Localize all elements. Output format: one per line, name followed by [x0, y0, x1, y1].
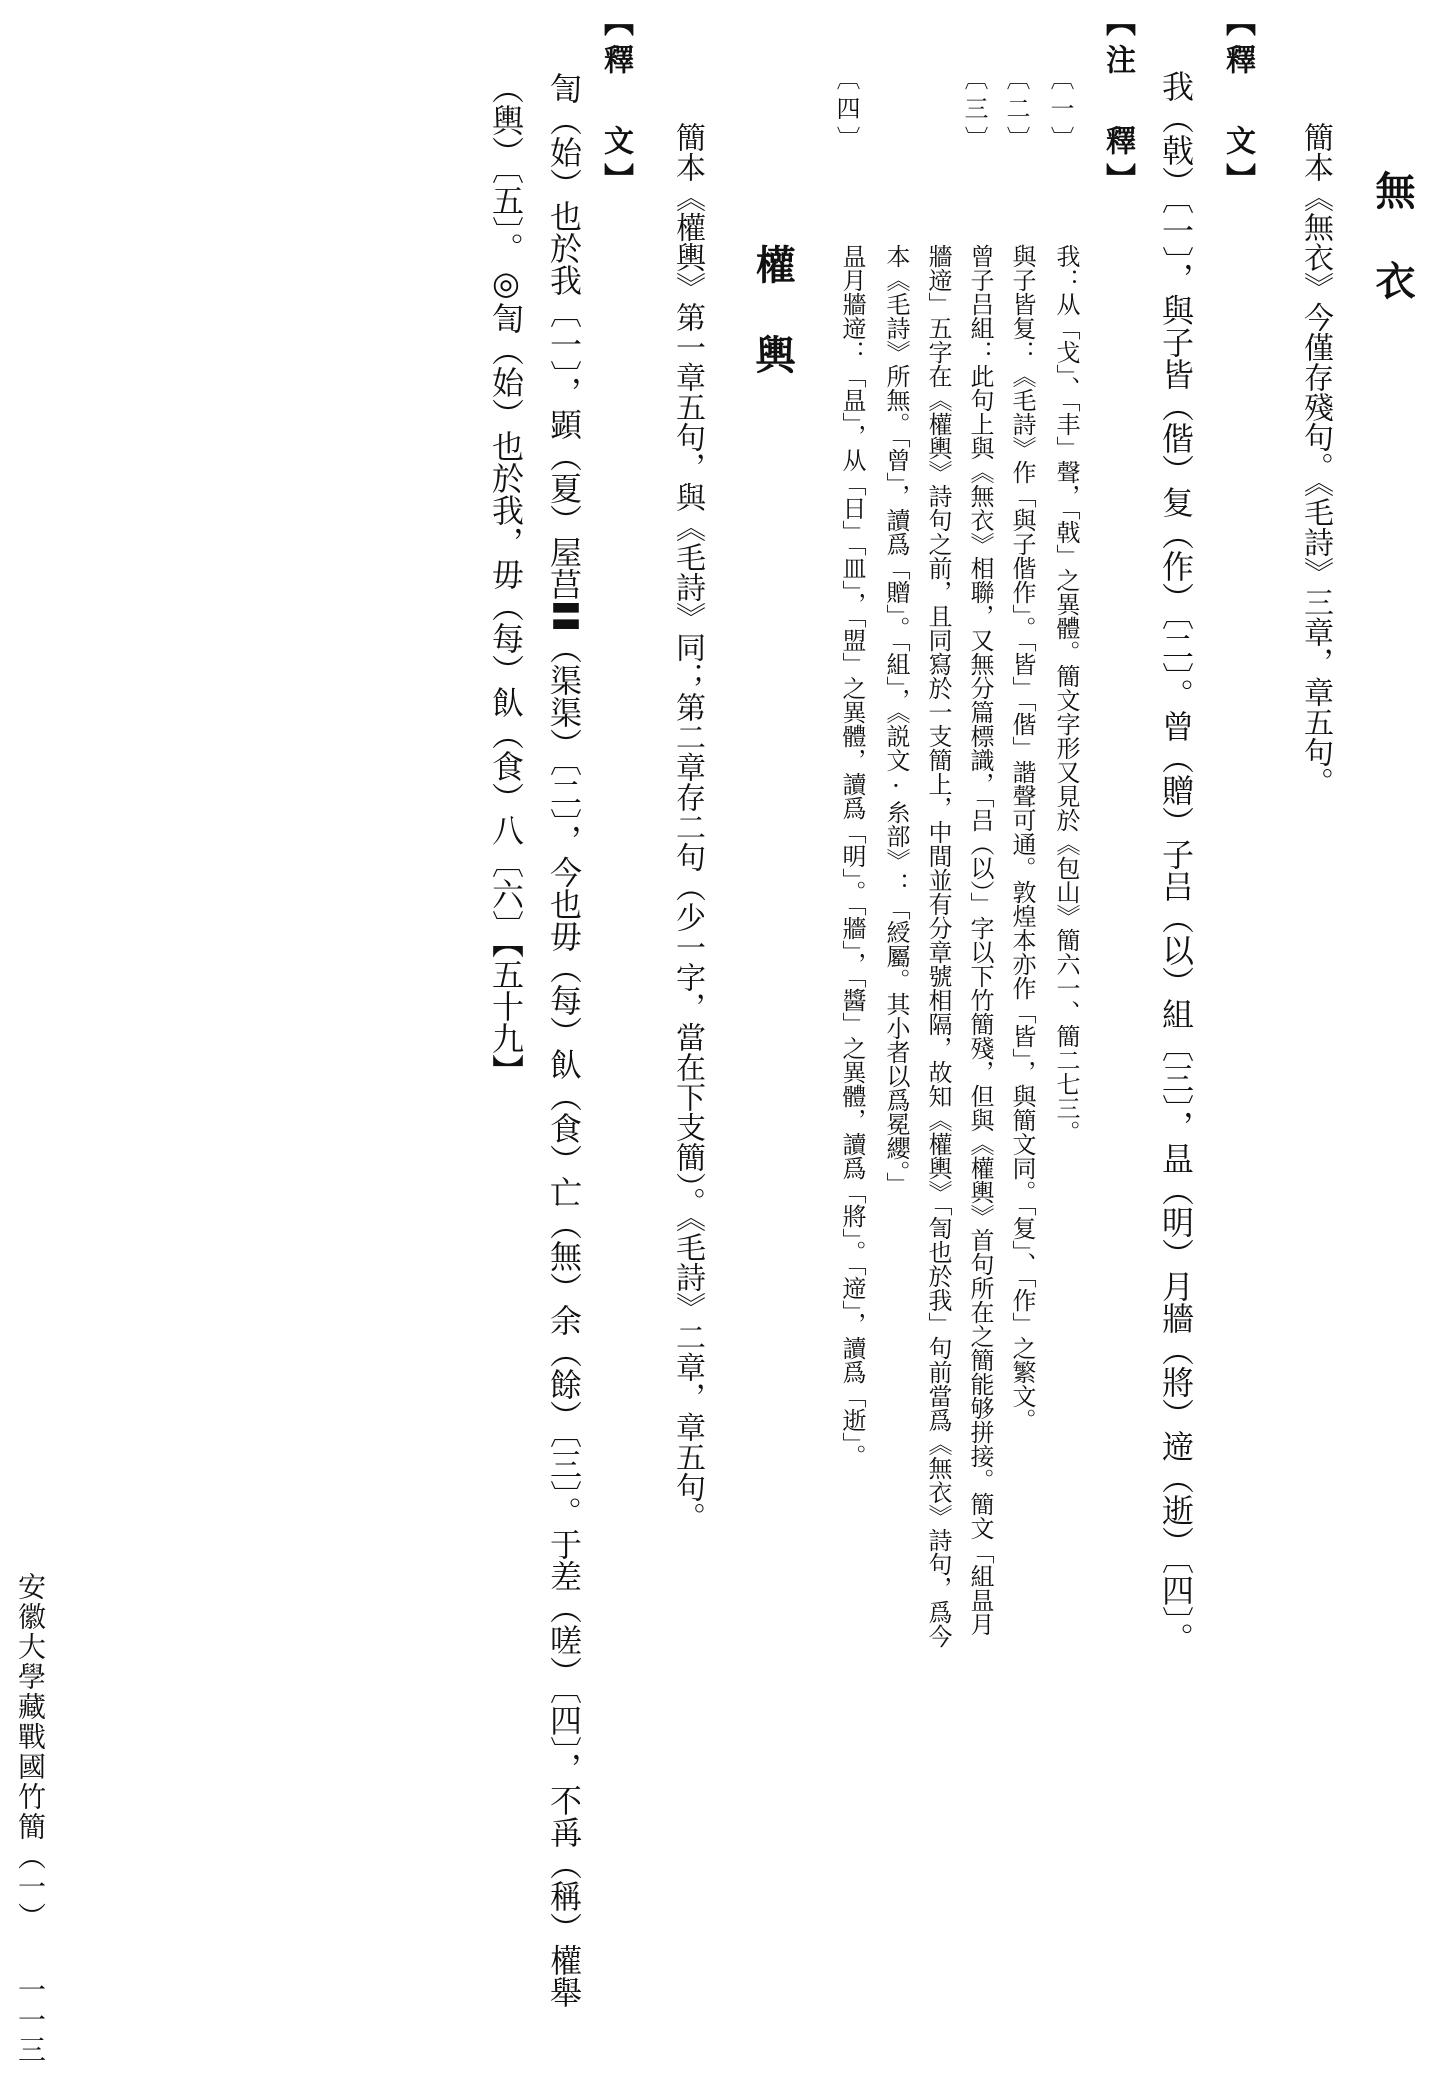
section2-text-header: 【釋 文】: [598, 6, 633, 201]
section2-text-line: （輿）〔五〕。◎訇（始）也於我，毋（每）飤（食）八〔六〕【五十九】: [487, 72, 525, 1086]
note-text: 與子皆复：《毛詩》作「與子偕作」。「皆」「偕」諧聲可通。敦煌本亦作「皆」，與簡文同。「复」、「作」之繁文。: [1008, 244, 1036, 1432]
section1-notes-header: 【注 釋】: [1100, 6, 1135, 201]
book-title: 安徽大學藏戰國竹簡（一）: [14, 1572, 47, 1932]
section1-title: 無衣: [1369, 170, 1415, 350]
note-number: 〔三〕: [960, 66, 988, 156]
section1-text: 我（戟）〔一〕，與子皆（偕）复（作）〔二〕。曾（贈）子吕（以）組〔三〕，昷（明）月牆（將）遆（逝）〔四〕。: [1157, 70, 1195, 1654]
section2-text-line: 訇（始）也於我〔一〕，顕（夏）屋莒〓（渠渠）〔二〕，今也毋（每）飤（食）亡（無）余（餘）〔三〕。于差（嗟）〔四〕，不爯（稱）權舉: [545, 72, 583, 2008]
note-number: 〔二〕: [1002, 66, 1030, 156]
note-text: 牆遆」五字在《權輿》詩句之前，且同寫於一支簡上，中間並有分章號相隔，故知《權輿》「訇也於我」句前當爲《無衣》詩句，爲今: [924, 244, 952, 1648]
section2-intro: 簡本《權輿》第一章五句，與《毛詩》同；第二章存二句（少一字，當在下支簡）。《毛詩》二章，章五句。: [670, 122, 705, 1532]
note-text: 本《毛詩》所無。「曾」，讀爲「贈」。「組」，《説文·糸部》：「綬屬。其小者以爲冕纓。」: [882, 244, 910, 1196]
note-text: 我：从「戈」、「丰」聲，「戟」之異體。簡文字形又見於《包山》簡六一、簡二七三。: [1052, 244, 1080, 1144]
page-number: 一一三: [14, 1975, 47, 2065]
section1-intro: 簡本《無衣》今僅存殘句。《毛詩》三章，章五句。: [1298, 122, 1333, 797]
note-text: 昷月牆遆：「昷」，从「日」「皿」，「盟」之異體，讀爲「明」。「牆」，「醬」之異體，讀爲「將」。「遆」，讀爲「逝」。: [838, 244, 866, 1468]
note-text: 曾子吕組：此句上與《無衣》相聯，又無分篇標識，「吕（以）」字以下竹簡殘，但與《權輿》首句所在之簡能够拼接。簡文「組昷月: [966, 244, 994, 1636]
note-number: 〔四〕: [832, 66, 860, 156]
section2-title: 權輿: [749, 244, 795, 424]
section1-text-header: 【釋 文】: [1220, 6, 1255, 201]
note-number: 〔一〕: [1046, 66, 1074, 156]
